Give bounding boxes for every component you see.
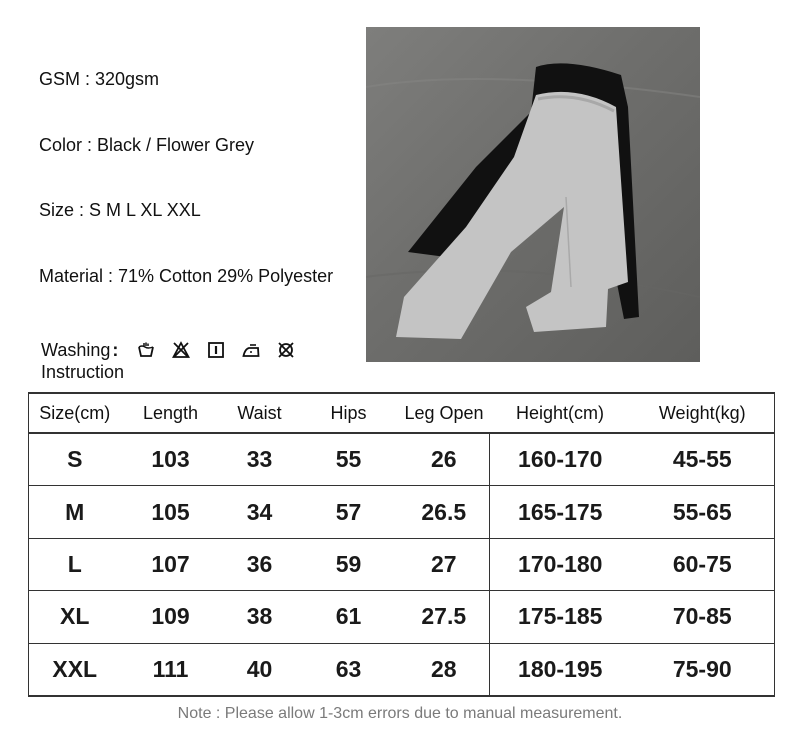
cell-length: 103 — [121, 433, 221, 486]
product-photo — [366, 27, 700, 362]
header-height: Height(cm) — [490, 393, 631, 433]
table-row — [29, 433, 775, 486]
cell-waist: 36 — [221, 538, 299, 590]
cell-waist: 40 — [221, 643, 299, 696]
hand-wash-icon — [137, 341, 155, 359]
header-length: Length — [121, 393, 221, 433]
header-waist: Waist — [221, 393, 299, 433]
washing-colon: : — [112, 340, 119, 360]
cell-waist: 38 — [221, 591, 299, 643]
cell-leg-open: 26 — [399, 433, 490, 486]
header-weight: Weight(kg) — [631, 393, 775, 433]
cell-hips: 57 — [299, 486, 399, 538]
cell-height: 160-170 — [490, 433, 631, 486]
cell-leg-open: 27.5 — [399, 591, 490, 643]
size-chart-table — [28, 392, 775, 697]
cell-weight: 60-75 — [631, 538, 775, 590]
cell-hips: 61 — [299, 591, 399, 643]
cell-height: 175-185 — [490, 591, 631, 643]
cell-weight: 55-65 — [631, 486, 775, 538]
header-leg-open: Leg Open — [399, 393, 490, 433]
cell-height: 165-175 — [490, 486, 631, 538]
table-row — [29, 538, 775, 590]
spec-gsm: GSM : 320gsm — [39, 69, 160, 89]
washing-label: Washing — [41, 340, 111, 360]
care-icons — [137, 341, 295, 359]
cell-weight: 45-55 — [631, 433, 775, 486]
cell-size: L — [29, 538, 121, 590]
cell-length: 111 — [121, 643, 221, 696]
do-not-dry-clean-icon — [277, 341, 295, 359]
cell-height: 170-180 — [490, 538, 631, 590]
cell-size: XL — [29, 591, 121, 643]
sweatpants-illustration — [366, 27, 700, 362]
cell-waist: 34 — [221, 486, 299, 538]
cell-length: 105 — [121, 486, 221, 538]
tumble-dry-icon — [207, 341, 225, 359]
cell-hips: 59 — [299, 538, 399, 590]
table-row — [29, 591, 775, 643]
cell-size: M — [29, 486, 121, 538]
cell-hips: 63 — [299, 643, 399, 696]
cell-size: XXL — [29, 643, 121, 696]
spec-size: Size : S M L XL XXL — [39, 200, 201, 220]
cell-size: S — [29, 433, 121, 486]
iron-icon — [242, 341, 260, 359]
cell-hips: 55 — [299, 433, 399, 486]
spec-material: Material : 71% Cotton 29% Polyester — [39, 266, 334, 286]
table-row — [29, 486, 775, 538]
cell-weight: 75-90 — [631, 643, 775, 696]
table-row — [29, 643, 775, 696]
cell-height: 180-195 — [490, 643, 631, 696]
header-size: Size(cm) — [29, 393, 121, 433]
instruction-label: Instruction — [41, 362, 125, 382]
table-header-row — [29, 393, 775, 433]
spec-color: Color : Black / Flower Grey — [39, 135, 255, 155]
cell-leg-open: 26.5 — [399, 486, 490, 538]
grey-pants — [396, 92, 628, 339]
measurement-note: Note : Please allow 1-3cm errors due to manual measurement. — [177, 705, 623, 722]
header-hips: Hips — [299, 393, 399, 433]
cell-length: 107 — [121, 538, 221, 590]
cell-leg-open: 28 — [399, 643, 490, 696]
cell-weight: 70-85 — [631, 591, 775, 643]
washing-instruction-label — [41, 339, 124, 383]
cell-length: 109 — [121, 591, 221, 643]
cell-waist: 33 — [221, 433, 299, 486]
do-not-bleach-icon — [172, 341, 190, 359]
cell-leg-open: 27 — [399, 538, 490, 590]
